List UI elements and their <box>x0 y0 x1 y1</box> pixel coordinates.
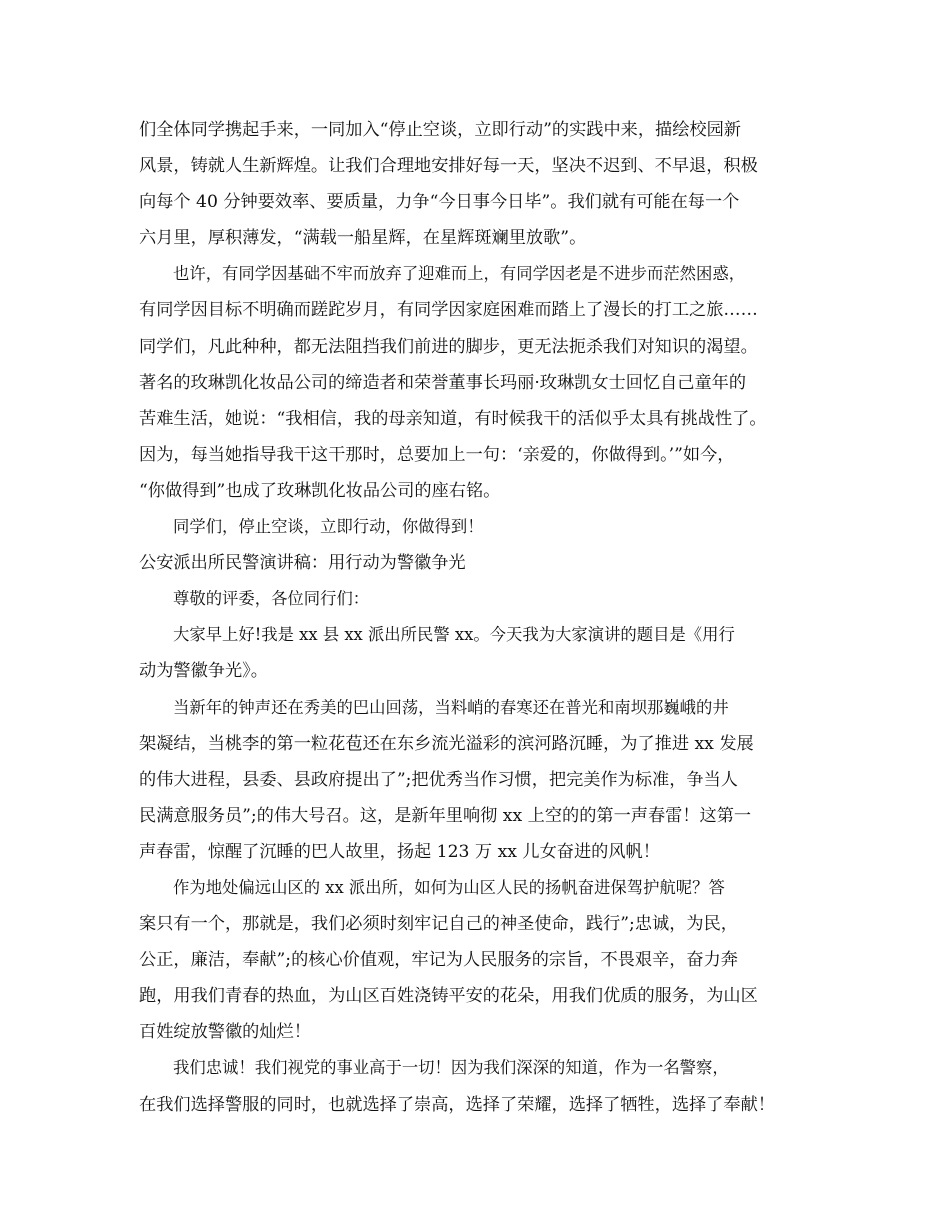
text-line: 架凝结，当桃李的第一粒花苞还在东乡流光溢彩的滨河路沉睡，为了推进 xx 发展 <box>139 733 754 754</box>
text-line: 在我们选择警服的同时，也就选择了崇高，选择了荣耀，选择了牺牲，选择了奉献！ <box>139 1094 775 1115</box>
text-line: 声春雷，惊醒了沉睡的巴人故里，扬起 123 万 xx 儿女奋进的风帆！ <box>139 841 660 862</box>
text-line: 跑，用我们青春的热血，为山区百姓浇铸平安的花朵，用我们优质的服务，为山区 <box>139 986 758 1007</box>
text-line: 大家早上好!我是 xx 县 xx 派出所民警 xx。今天我为大家演讲的题目是《用行 <box>173 625 735 645</box>
text-line: 们全体同学携起手来，一同加入“停止空谈，立即行动”的实践中来，描绘校园新 <box>139 120 741 140</box>
text-line: 向每个 40 分钟要效率、要质量，力争“今日事今日毕”。我们就有可能在每一个 <box>139 192 740 213</box>
text-line: 也许，有同学因基础不牢而放弃了迎难而上，有同学因老是不进步而茫然困惑， <box>173 264 746 284</box>
text-line: 百姓绽放警徽的灿烂！ <box>139 1022 311 1043</box>
text-line: 民满意服务员”;的伟大号召。这，是新年里响彻 xx 上空的的第一声春雷！这第一 <box>139 805 752 826</box>
text-line: 同学们，凡此种种，都无法阻挡我们前进的脚步，更无法扼杀我们对知识的渴望。 <box>139 336 758 357</box>
text-line: 作为地处偏远山区的 xx 派出所，如何为山区人民的扬帆奋进保驾护航呢？答 <box>173 877 725 897</box>
text-line: 公正，廉洁，奉献”;的核心价值观，牢记为人民服务的宗旨，不畏艰辛，奋力奔 <box>139 950 738 971</box>
text-line: 六月里，厚积薄发，“满载一船星辉，在星辉斑斓里放歌”。 <box>139 228 587 249</box>
text-line: 风景，铸就人生新辉煌。让我们合理地安排好每一天，坚决不迟到、不早退，积极 <box>139 156 758 177</box>
text-line: 当新年的钟声还在秀美的巴山回荡，当料峭的春寒还在普光和南坝那巍峨的井 <box>173 697 729 717</box>
text-line: 著名的玫琳凯化妆品公司的缔造者和荣誉董事长玛丽·玫琳凯女士回忆自己童年的 <box>139 372 747 393</box>
text-line: 案只有一个，那就是，我们必须时刻牢记自己的神圣使命，践行”;忠诚，为民， <box>139 914 738 935</box>
text-line: 的伟大进程，县委、县政府提出了”;把优秀当作习惯，把完美作为标准，争当人 <box>139 769 738 790</box>
document-body <box>139 112 829 1123</box>
text-line: 因为，每当她指导我干这干那时，总要加上一句：‘亲爱的，你做得到。’”如今， <box>139 444 735 465</box>
text-line: 公安派出所民警演讲稿：用行动为警徽争光 <box>139 553 466 574</box>
text-line: 同学们，停止空谈，立即行动，你做得到！ <box>173 517 484 537</box>
text-line: 我们忠诚！我们视党的事业高于一切！因为我们深深的知道，作为一名警察， <box>173 1058 729 1078</box>
text-line: 有同学因目标不明确而蹉跎岁月，有同学因家庭困难而踏上了漫长的打工之旅…… <box>139 300 758 321</box>
text-line: “你做得到”也成了玫琳凯化妆品公司的座右铭。 <box>139 480 501 501</box>
text-line: 尊敬的评委，各位同行们： <box>173 589 370 609</box>
text-line: 动为警徽争光》。 <box>139 661 268 682</box>
text-line: 苦难生活，她说：“我相信，我的母亲知道，有时候我干的活似乎太具有挑战性了。 <box>139 408 767 429</box>
